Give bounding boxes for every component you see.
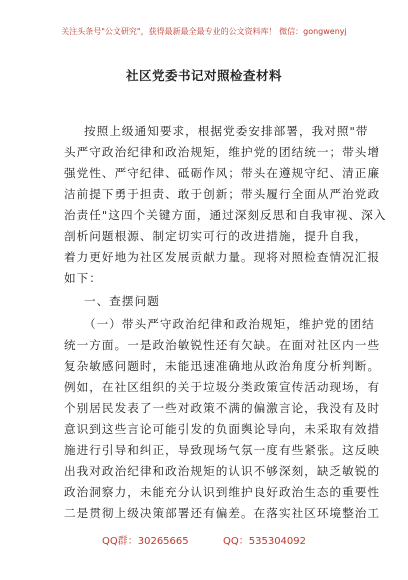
document-title: 社区党委书记对照检查材料 xyxy=(125,68,282,83)
body-line: 政治洞察力，未能充分认识到维护良好政治生态的重要性 xyxy=(64,485,381,499)
footer-qq-number: QQ：535304092 xyxy=(223,536,307,547)
body-line: 复杂敏感问题时，未能迅速准确地从政治角度分析判断。 xyxy=(64,359,381,373)
footer-contact xyxy=(0,535,408,549)
body-line: 施进行引导和纠正，导致现场气氛一度有些紧张。这反映 xyxy=(64,443,381,457)
body-line: 二是贯彻上级决策部署还有偏差。在落实社区环境整治工 xyxy=(64,506,381,520)
body-line: 统一方面。一是政治敏锐性还有欠缺。在面对社区内一些 xyxy=(64,338,381,352)
body-line: 如下： xyxy=(64,271,102,285)
header-promo-text: 关注头条号"公文研究"，获得最新最全最专业的公文资料库！ 微信：gongwenyj xyxy=(61,27,347,36)
body-line: 强党性、严守纪律、砥砺作风；带头在遵规守纪、清正廉 xyxy=(64,166,381,180)
body-line: 出我对政治纪律和政治规矩的认识不够深刻，缺乏敏锐的 xyxy=(64,464,381,478)
body-line: 治责任"这四个关键方面，通过深刻反思和自我审视、深入 xyxy=(64,208,387,222)
body-line: 意识到这些言论可能引发的负面舆论导向，未采取有效措 xyxy=(64,422,381,436)
body-line: 例如，在社区组织的关于垃圾分类政策宣传活动现场，有 xyxy=(64,380,381,394)
body-line: 按照上级通知要求，根据党委安排部署，我对照"带 xyxy=(84,124,369,138)
body-line: 剖析问题根源、制定切实可行的改进措施，提升自我， xyxy=(64,229,368,243)
body-line: 个别居民发表了一些对政策不满的偏激言论，我没有及时 xyxy=(64,401,381,415)
body-line: 洁前提下勇于担责、敢于创新；带头履行全面从严治党政 xyxy=(64,187,381,201)
section-heading: 一、查摆问题 xyxy=(84,294,160,308)
footer-qq-group: QQ群：30265665 xyxy=(101,536,189,547)
body-line: （一）带头严守政治纪律和政治规矩，维护党的团结 xyxy=(84,317,375,331)
body-line: 着力更好地为社区发展贡献力量。现将对照检查情况汇报 xyxy=(64,250,381,264)
body-line: 头严守政治纪律和政治规矩，维护党的团结统一；带头增 xyxy=(64,145,381,159)
